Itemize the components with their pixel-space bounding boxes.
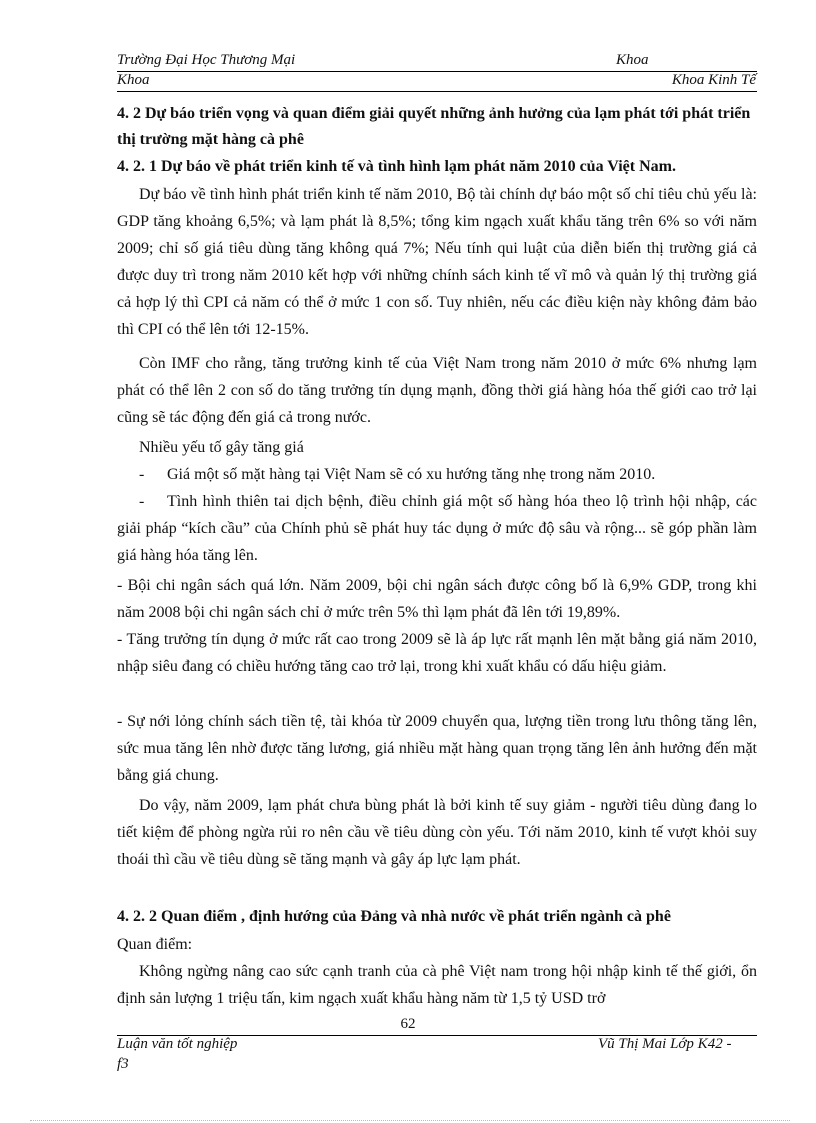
paragraph-forecast: Dự báo về tình hình phát triển kinh tế năm 2010, Bộ tài chính dự báo một số chỉ tiêu chủ yếu là: GDP tăng khoảng 6,5%; và lạm phát là 8,5%; tổng kim ngạch xuất khẩu tăng trên 6% so với năm 2009; chỉ số giá tiêu dùng tăng không quá 7%; Nếu tính qui luật của diễn biến thị trường giá cả được duy trì trong năm 2010 kết hợp với những chính sách kinh tế vĩ mô và quản lý thị trường giá cả hợp lý thì CPI cả năm có thể ở mức 1 con số. Tuy nhiên, nếu các điều kiện này không đảm bảo thì CPI có thể lên tới 12-15%. bbox=[117, 186, 757, 338]
dash-item-disasters bbox=[117, 488, 757, 569]
dash-item-prices bbox=[117, 461, 757, 488]
page-number: 62 bbox=[400, 1016, 416, 1032]
paragraph-conclusion: Do vậy, năm 2009, lạm phát chưa bùng phát là bởi kinh tế suy giảm - người tiêu dùng đang lo tiết kiệm để phòng ngừa rủi ro nên cầu về tiêu dùng còn yếu. Tới năm 2010, kinh tế vượt khỏi suy thoái thì cầu về tiêu dùng sẽ tăng mạnh và gây áp lực lạm phát. bbox=[117, 797, 757, 868]
paragraph-viewpoint: Không ngừng nâng cao sức cạnh tranh của cà phê Việt nam trong hội nhập kinh tế thế giới, ổn định sản lượng 1 triệu tấn, kim ngạch xuất khẩu hàng năm từ 1,5 tỷ USD trở bbox=[117, 963, 757, 1007]
header-khoa-top: Khoa bbox=[616, 52, 649, 68]
header-khoa-bottom: Khoa bbox=[117, 72, 150, 88]
section-heading-4-2-1: 4. 2. 1 Dự báo về phát triển kinh tế và tình hình lạm phát năm 2010 của Việt Nam. bbox=[117, 158, 676, 175]
paragraph-budget-deficit: - Bội chi ngân sách quá lớn. Năm 2009, bội chi ngân sách được công bố là 6,9% GDP, trong khi năm 2008 bội chi ngân sách chỉ ở mức trên 5% thì lạm phát đã lên tới 19,89%. bbox=[117, 577, 757, 621]
paragraph-credit-growth: - Tăng trưởng tín dụng ở mức rất cao trong 2009 sẽ là áp lực rất mạnh lên mặt bằng giá năm 2010, nhập siêu đang có chiều hướng tăng cao trở lại, trong khi xuất khẩu có dấu hiệu giảm. bbox=[117, 631, 757, 675]
dash-bullet: - bbox=[139, 493, 145, 510]
footer-f3: f3 bbox=[117, 1056, 129, 1072]
header-school: Trường Đại Học Thương Mại bbox=[117, 52, 296, 68]
footer-author: Vũ Thị Mai Lớp K42 - bbox=[598, 1036, 732, 1052]
page-edge-divider bbox=[30, 1120, 790, 1121]
paragraph-factors-intro: Nhiều yếu tố gây tăng giá bbox=[139, 439, 304, 456]
header-rule bbox=[117, 71, 757, 72]
header-department: Khoa Kinh Tế bbox=[671, 72, 756, 88]
subheading-viewpoint: Quan điểm: bbox=[117, 936, 193, 953]
dash-item-text: Giá một số mặt hàng tại Việt Nam sẽ có xu hướng tăng nhẹ trong năm 2010. bbox=[167, 466, 656, 483]
dash-bullet: - bbox=[139, 466, 145, 483]
paragraph-monetary-policy: - Sự nới lỏng chính sách tiền tệ, tài khóa từ 2009 chuyển qua, lượng tiền trong lưu thông tăng lên, sức mua tăng lên nhờ được tăng lương, giá nhiều mặt hàng quan trọng tăng lên ảnh hưởng đến mặt bằng giá chung. bbox=[117, 713, 757, 784]
paragraph-imf: Còn IMF cho rằng, tăng trưởng kinh tế của Việt Nam trong năm 2010 ở mức 6% nhưng lạm phát có thể lên 2 con số do tăng trưởng tín dụng mạnh, đồng thời giá hàng hóa thế giới cao trở lại cũng sẽ tác động đến giá cả trong nước. bbox=[117, 355, 757, 426]
footer-thesis-label: Luận văn tốt nghiệp bbox=[117, 1036, 238, 1052]
dash-item-text: Tình hình thiên tai dịch bệnh, điều chỉnh giá một số hàng hóa theo lộ trình hội nhập, các giải pháp “kích cầu” của Chính phủ sẽ phát huy tác dụng ở mức độ sâu và rộng... sẽ góp phần làm giá hàng hóa tăng lên. bbox=[117, 493, 757, 564]
section-heading-4-2: 4. 2 Dự báo triển vọng và quan điểm giải quyết những ảnh hưởng của lạm phát tới phát triển thị trường mặt hàng cà phê bbox=[117, 105, 751, 148]
header-rule-2 bbox=[117, 91, 757, 92]
section-heading-4-2-2: 4. 2. 2 Quan điểm , định hướng của Đảng và nhà nước về phát triển ngành cà phê bbox=[117, 908, 671, 925]
